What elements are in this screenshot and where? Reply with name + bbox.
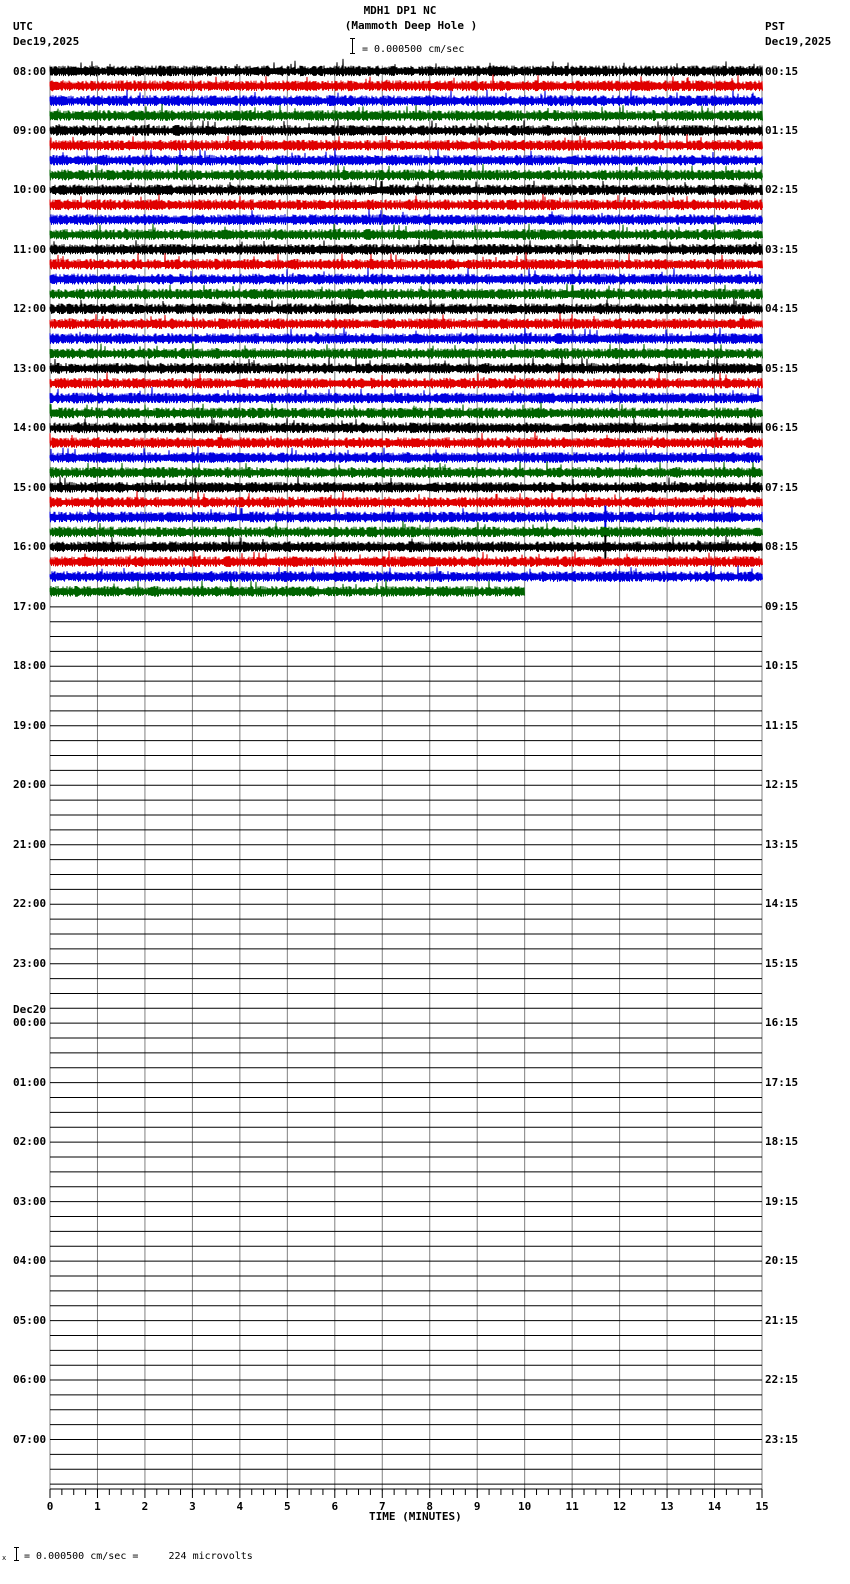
x-tick-label-0: 0 xyxy=(46,1500,54,1513)
trace-row-4 xyxy=(50,120,763,136)
utc-hour-label: 22:00 xyxy=(13,897,47,911)
utc-hour-label: 00:00 xyxy=(13,1016,47,1030)
trace-row-25 xyxy=(50,432,763,448)
x-tick-label-3: 3 xyxy=(189,1500,196,1513)
x-tick-label-2: 2 xyxy=(141,1500,149,1513)
trace-row-1 xyxy=(50,75,763,92)
utc-hour-label: 06:00 xyxy=(13,1373,47,1387)
utc-hour-label: 05:00 xyxy=(13,1313,47,1327)
trace-row-32 xyxy=(50,536,763,552)
x-tick-label-12: 12 xyxy=(612,1500,627,1513)
x-tick-label-14: 14 xyxy=(707,1500,722,1513)
trace-row-19 xyxy=(50,344,763,359)
utc-hour-label: 20:00 xyxy=(13,778,47,792)
x-tick-label-15: 15 xyxy=(755,1500,769,1513)
pst-hour-label: 04:15 xyxy=(765,302,799,316)
trace-row-34 xyxy=(50,566,763,582)
trace-row-15 xyxy=(50,284,763,300)
x-tick-label-5: 5 xyxy=(284,1500,291,1513)
utc-date-change-label: Dec20 xyxy=(13,1003,47,1017)
trace-row-16 xyxy=(50,298,763,314)
station-title: MDH1 DP1 NC xyxy=(363,4,437,17)
utc-hour-label: 02:00 xyxy=(13,1135,47,1149)
pst-hour-label: 07:15 xyxy=(765,480,799,494)
pst-hour-label: 10:15 xyxy=(765,659,799,673)
pst-hour-label: 00:15 xyxy=(765,64,799,78)
utc-hour-label: 08:00 xyxy=(13,64,47,78)
x-tick-label-11: 11 xyxy=(565,1500,579,1513)
pst-hour-label: 09:15 xyxy=(765,599,799,613)
utc-hour-label: 09:00 xyxy=(13,123,47,137)
trace-row-29 xyxy=(50,491,763,508)
pst-hour-label: 17:15 xyxy=(765,1075,799,1089)
utc-hour-label: 21:00 xyxy=(13,837,47,851)
pst-hour-label: 08:15 xyxy=(765,540,799,554)
x-tick-label-7: 7 xyxy=(378,1500,386,1513)
pst-hour-label: 22:15 xyxy=(765,1373,799,1387)
pst-hour-label: 20:15 xyxy=(765,1254,799,1268)
scale-text: = 0.000500 cm/sec xyxy=(362,44,465,55)
utc-hour-label: 23:00 xyxy=(13,956,47,970)
trace-row-9 xyxy=(50,194,763,210)
pst-hour-label: 05:15 xyxy=(765,361,799,375)
pst-hour-label: 03:15 xyxy=(765,242,799,256)
trace-row-30 xyxy=(50,506,763,522)
trace-row-13 xyxy=(50,252,763,269)
utc-hour-label: 18:00 xyxy=(13,659,47,673)
trace-row-5 xyxy=(50,134,763,150)
x-tick-label-9: 9 xyxy=(473,1500,481,1513)
pst-hour-label: 11:15 xyxy=(765,718,799,732)
trace-row-20 xyxy=(50,357,763,374)
x-tick-label-8: 8 xyxy=(426,1500,434,1513)
left-date: Dec19,2025 xyxy=(13,35,80,48)
utc-hour-label: 13:00 xyxy=(13,361,47,375)
utc-hour-label: 03:00 xyxy=(13,1194,47,1208)
trace-row-3 xyxy=(50,104,763,121)
footer-scale-text: = 0.000500 cm/sec = 224 microvolts xyxy=(24,1551,253,1562)
trace-row-0 xyxy=(50,59,763,76)
utc-hour-label: 04:00 xyxy=(13,1254,47,1268)
pst-hour-label: 16:15 xyxy=(765,1016,799,1030)
trace-row-33 xyxy=(50,551,763,567)
utc-hour-label: 12:00 xyxy=(13,302,47,316)
footer-scale-icon xyxy=(2,1546,22,1562)
x-axis-label: TIME (MINUTES) xyxy=(369,1510,462,1523)
x-tick-label-13: 13 xyxy=(660,1500,674,1513)
trace-row-11 xyxy=(50,224,763,240)
x-tick-label-10: 10 xyxy=(518,1500,532,1513)
pst-hour-label: 12:15 xyxy=(765,778,799,792)
utc-hour-label: 17:00 xyxy=(13,599,47,613)
trace-row-27 xyxy=(50,461,763,477)
station-location: (Mammoth Deep Hole ) xyxy=(344,19,478,32)
trace-row-14 xyxy=(50,268,763,285)
pst-hour-label: 23:15 xyxy=(765,1432,799,1446)
trace-row-22 xyxy=(50,387,763,403)
trace-row-26 xyxy=(50,447,763,463)
trace-row-8 xyxy=(50,179,763,195)
trace-row-10 xyxy=(50,209,763,225)
pst-hour-label: 13:15 xyxy=(765,837,799,851)
x-tick-label-6: 6 xyxy=(331,1500,339,1513)
svg-text:x: x xyxy=(2,1554,7,1562)
trace-row-2 xyxy=(50,90,763,106)
utc-hour-label: 07:00 xyxy=(13,1432,47,1446)
pst-hour-label: 01:15 xyxy=(765,123,799,137)
pst-hour-label: 14:15 xyxy=(765,897,799,911)
pst-hour-label: 18:15 xyxy=(765,1135,799,1149)
utc-hour-label: 15:00 xyxy=(13,480,47,494)
trace-row-31 xyxy=(50,521,763,537)
utc-hour-label: 10:00 xyxy=(13,183,47,197)
trace-row-24 xyxy=(50,417,763,433)
x-tick-label-1: 1 xyxy=(94,1500,101,1513)
utc-hour-label: 19:00 xyxy=(13,718,47,732)
trace-row-12 xyxy=(50,240,763,255)
utc-hour-label: 14:00 xyxy=(13,421,47,435)
pst-hour-label: 02:15 xyxy=(765,183,799,197)
left-timezone: UTC xyxy=(13,20,33,33)
pst-hour-label: 21:15 xyxy=(765,1313,799,1327)
utc-hour-label: 16:00 xyxy=(13,540,47,554)
trace-row-6 xyxy=(50,148,763,165)
trace-row-28 xyxy=(50,476,763,493)
x-tick-label-4: 4 xyxy=(236,1500,244,1513)
pst-hour-label: 19:15 xyxy=(765,1194,799,1208)
trace-row-17 xyxy=(50,313,763,329)
trace-row-7 xyxy=(50,164,763,181)
utc-hour-label: 01:00 xyxy=(13,1075,47,1089)
right-timezone: PST xyxy=(765,20,785,33)
utc-hour-label: 11:00 xyxy=(13,242,47,256)
trace-row-18 xyxy=(50,328,763,344)
trace-row-23 xyxy=(50,402,763,418)
trace-row-21 xyxy=(50,372,763,389)
right-date: Dec19,2025 xyxy=(765,35,832,48)
pst-hour-label: 06:15 xyxy=(765,421,799,435)
pst-hour-label: 15:15 xyxy=(765,956,799,970)
